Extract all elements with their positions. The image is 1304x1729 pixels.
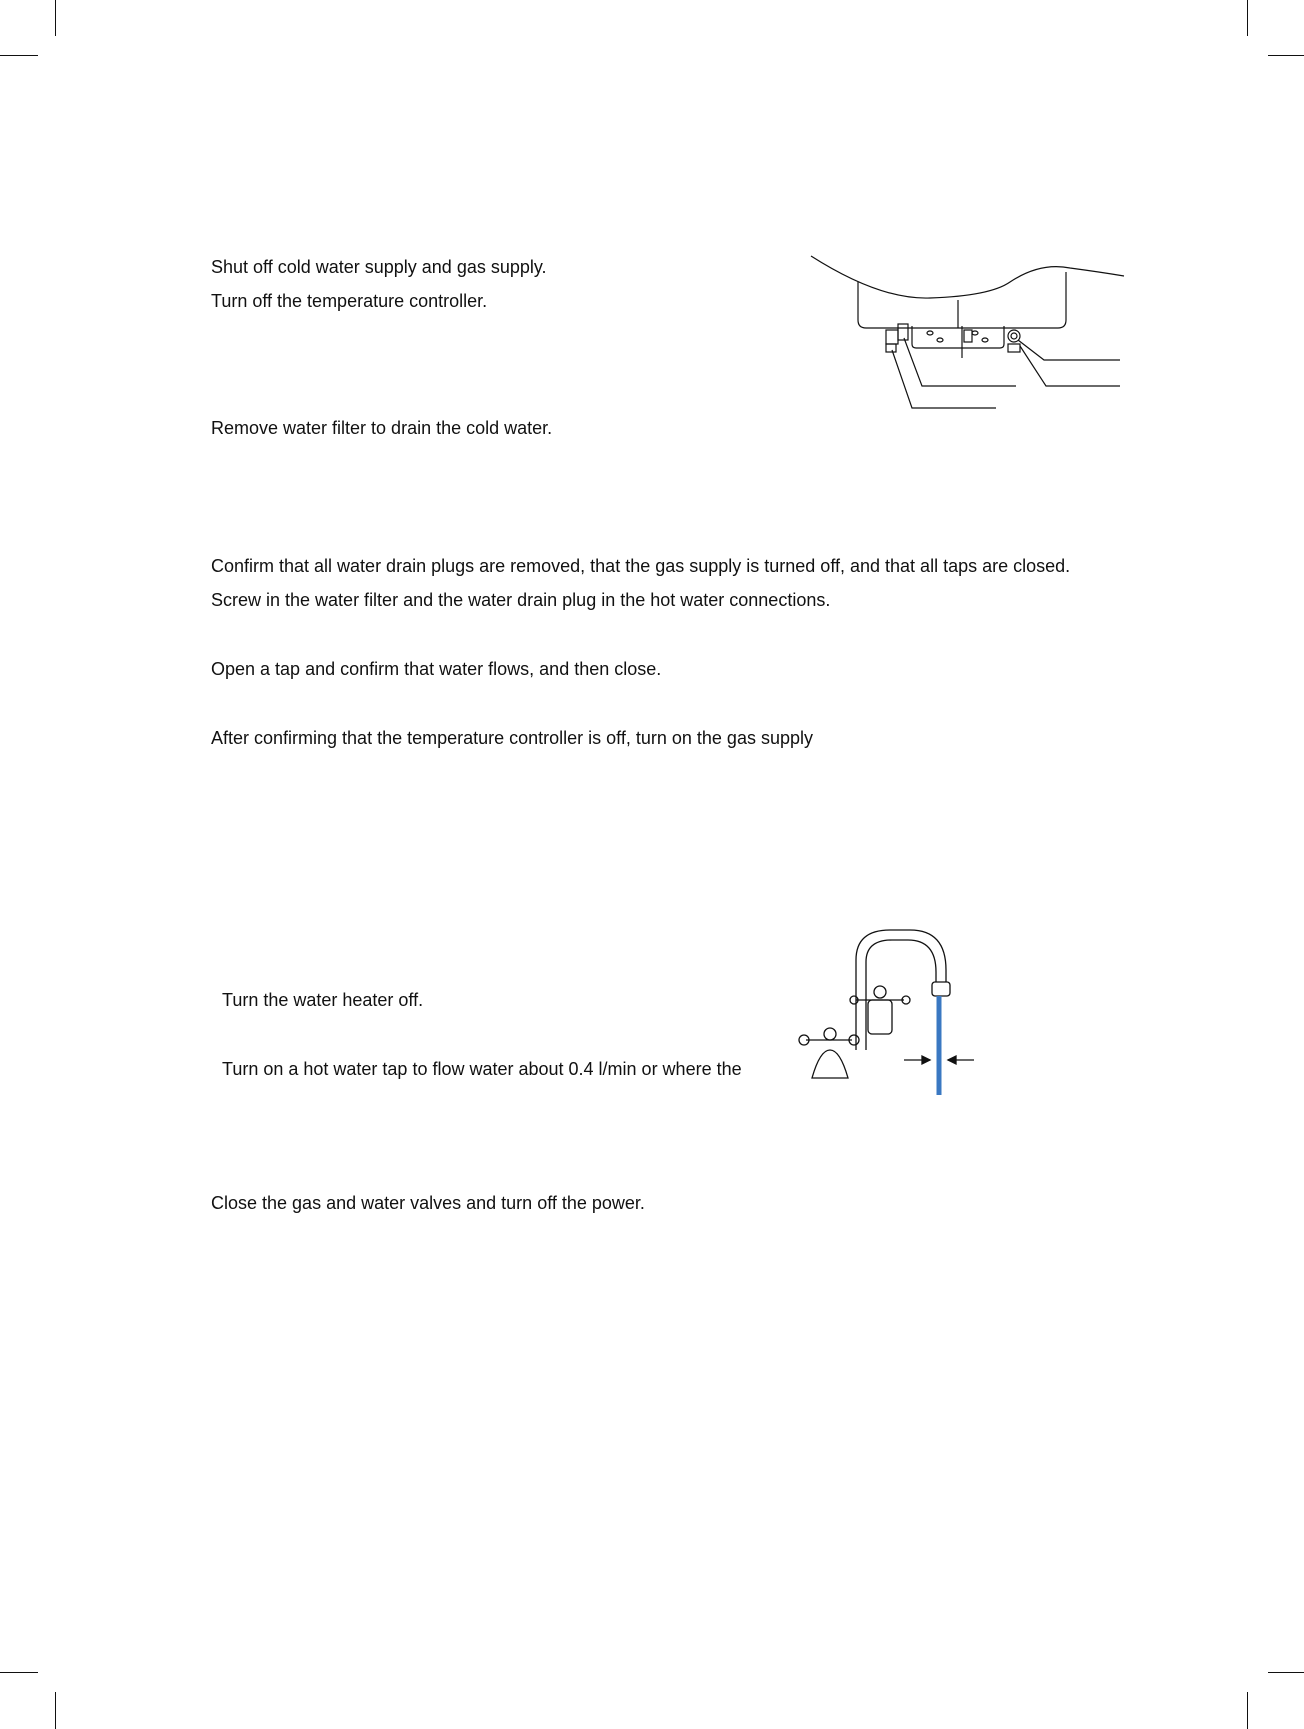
step-confirm-plugs-removed: Confirm that all water drain plugs are removed, that the gas supply is turned off, and that all taps are closed. xyxy=(211,556,1071,576)
faucet-spout xyxy=(856,930,946,1050)
tap-handle-left-base xyxy=(812,1050,848,1078)
step-turn-on-gas: After confirming that the temperature controller is off, turn on the gas supply xyxy=(211,728,813,748)
step-turn-heater-off: Turn the water heater off. xyxy=(222,990,424,1010)
step-remove-filter: Remove water filter to drain the cold water. xyxy=(211,418,553,438)
step-turn-off-controller: Turn off the temperature controller. xyxy=(211,291,488,311)
crop-mark-top-right-v xyxy=(1247,0,1248,36)
step-turn-on-hot-tap: Turn on a hot water tap to flow water about 0.4 l/min or where the xyxy=(222,1059,742,1079)
crop-mark-top-left-v xyxy=(55,0,56,36)
crop-mark-bottom-right-h xyxy=(1268,1672,1304,1673)
leader-line-1 xyxy=(1018,340,1120,360)
crop-mark-bottom-left-h xyxy=(0,1672,38,1673)
step-screw-in-filter: Screw in the water filter and the water drain plug in the hot water connections. xyxy=(211,590,831,610)
leader-line-3 xyxy=(904,338,1016,386)
heater-outline-curve xyxy=(811,256,1124,298)
crop-mark-top-left-h xyxy=(0,55,38,56)
leader-line-2 xyxy=(1020,346,1120,386)
leader-line-4 xyxy=(892,350,996,408)
step-open-tap: Open a tap and confirm that water flows, and then close. xyxy=(211,659,662,679)
step-close-valves: Close the gas and water valves and turn off the power. xyxy=(211,1193,645,1213)
tap-handle-right-base xyxy=(868,1000,892,1034)
crop-mark-top-right-h xyxy=(1268,55,1304,56)
bottom-plate xyxy=(912,326,1004,348)
crop-mark-bottom-right-v xyxy=(1247,1692,1248,1729)
cold-water-filter xyxy=(886,330,898,344)
hot-water-drain-plug xyxy=(1008,330,1020,342)
step-shut-off-supply: Shut off cold water supply and gas supply. xyxy=(211,257,547,277)
crop-mark-bottom-left-v xyxy=(55,1692,56,1729)
heater-body xyxy=(858,272,1066,328)
